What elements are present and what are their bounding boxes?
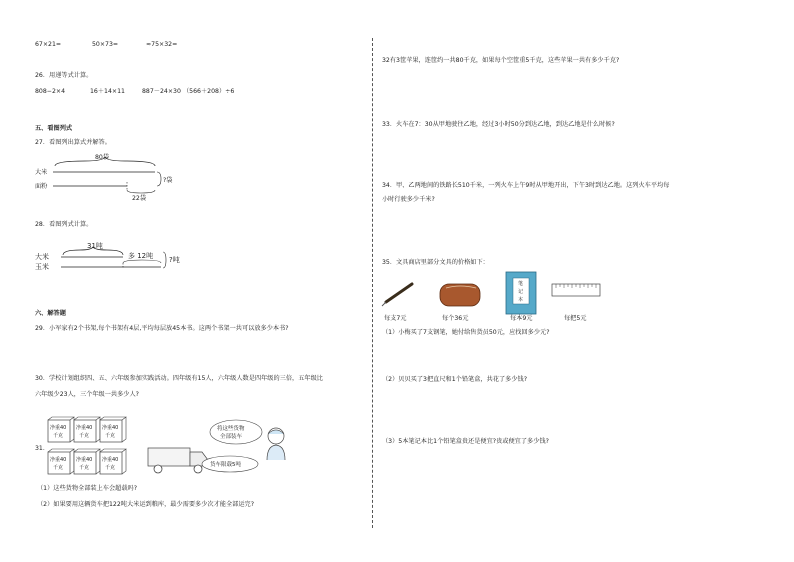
cargo-box	[74, 449, 100, 474]
q27-diff-brace	[127, 190, 155, 193]
svg-text:千克: 千克	[53, 433, 64, 439]
svg-text:净重40: 净重40	[76, 457, 93, 463]
q34-line-1: 34．甲、乙两地间的铁路长510千米，一列火车上午9时从甲地开出，下午3时到达乙地。这列火车平均每	[382, 182, 670, 189]
q27-label-bottom: 面粉	[35, 183, 48, 190]
q31-sub-1: （1）这些货物全部装上车会超载吗?	[37, 485, 138, 492]
svg-text:净重40: 净重40	[50, 457, 67, 463]
q35-stationery	[380, 272, 610, 324]
q26-expr-1: 808−2×4	[35, 88, 66, 95]
q28-question-label: ?吨	[169, 256, 180, 264]
q27-question-brace	[157, 172, 161, 186]
q34-line-2: 小时行驶多少千米?	[382, 196, 435, 203]
q27-title: 27．看图列出算式并解答。	[35, 139, 111, 146]
price-pen: 每支7元	[384, 315, 407, 322]
cargo-box	[48, 449, 74, 474]
svg-text:千克: 千克	[79, 465, 90, 471]
svg-text:千克: 千克	[105, 433, 116, 439]
q29-text: 29．小军家有2个书架,每个书架有4层,平均每层放45本书。这两个书架一共可以放多少本书?	[35, 325, 289, 332]
q28-label-bottom: 玉米	[35, 263, 49, 271]
q28-question-brace	[163, 252, 166, 268]
bubble-2-text: 货车限载5吨	[210, 462, 241, 468]
bubble-1-line-2: 全部装车	[220, 434, 243, 440]
svg-text:净重40: 净重40	[76, 425, 93, 431]
price-pencil-case: 每个36元	[442, 315, 469, 322]
q26-expr-3: 887－24×30	[142, 88, 181, 95]
section-6-heading: 六、解答题	[35, 310, 66, 317]
price-notebook: 每本9元	[510, 315, 533, 322]
cargo-box	[100, 449, 126, 474]
speech-bubble-2	[202, 456, 258, 472]
svg-text:净重40: 净重40	[102, 457, 119, 463]
calc-item-3: ≈75×32=	[146, 41, 178, 48]
q28-label-top: 大米	[35, 253, 49, 261]
q30-line-2: 六年级少23人，三个年级一共多少人?	[35, 391, 139, 398]
pencil-case-icon	[440, 284, 480, 306]
q27-question-label: ?袋	[163, 177, 173, 184]
q27-diagram	[35, 152, 195, 202]
svg-text:净重40: 净重40	[102, 425, 119, 431]
section-5-heading: 五、看图列式	[35, 125, 73, 132]
q26-expr-2: 16＋14×11	[90, 88, 125, 95]
q28-total-label: 31吨	[87, 242, 103, 250]
q35-sub-2: （2）贝贝买了3把直尺和1个铅笔盒，共花了多少钱?	[382, 376, 528, 383]
pen-icon	[382, 284, 412, 306]
svg-text:千克: 千克	[53, 465, 64, 471]
bubble-1-line-1: 将这些货物	[217, 426, 245, 432]
ruler-icon	[552, 284, 600, 296]
column-divider	[372, 38, 373, 528]
q35-title: 35．文具商店里部分文具的价格如下：	[382, 259, 489, 266]
svg-text:千克: 千克	[79, 433, 90, 439]
speech-bubble-1	[210, 420, 262, 444]
q35-sub-3: （3）5本笔记本比1个铅笔盒贵还是便宜?贵或便宜了多少钱?	[382, 438, 549, 445]
person-icon	[267, 428, 285, 460]
q31-sub-2: （2）如果要用这辆货车把122吨大米运到粮库，最少需要多少次才能全部运完?	[37, 501, 255, 508]
cargo-boxes	[48, 417, 126, 474]
notebook-label-3: 本	[518, 297, 524, 303]
cargo-box	[48, 417, 74, 442]
cargo-box	[100, 417, 126, 442]
price-ruler: 每把5元	[564, 315, 587, 322]
q26-expr-4: （566＋208）÷6	[183, 88, 235, 95]
q27-label-top: 大米	[35, 169, 48, 176]
svg-text:千克: 千克	[105, 465, 116, 471]
q35-sub-1: （1）小梅买了7支钢笔，她付给售货员50元，应找回多少元?	[382, 329, 550, 336]
q33-text: 33．火车在7：30从甲地驶往乙地，经过3小时50分到达乙地，到达乙地是什么时候?	[382, 121, 615, 128]
q32-text: 32有3筐苹果，连筐约一共80千克，如果每个空筐重5千克，这些苹果一共有多少千克?	[382, 57, 620, 64]
calc-item-2: 50×73=	[92, 41, 119, 48]
q30-line-1: 30．学校计划组织四、五、六年级参加实践活动。四年级有15人，六年级人数是四年级的三倍，五年级比	[35, 375, 323, 382]
truck-icon	[148, 448, 208, 473]
cargo-box	[74, 417, 100, 442]
notebook-label-1: 笔	[518, 281, 524, 287]
svg-text:净重40: 净重40	[50, 425, 67, 431]
notebook-label-2: 记	[518, 289, 524, 295]
q31-number: 31．	[35, 445, 50, 452]
q28-more-brace	[123, 260, 161, 263]
q27-total-label: 80袋	[95, 154, 110, 161]
q27-diff-label: 22袋	[132, 195, 147, 202]
calc-item-1: 67×21=	[35, 41, 62, 48]
q26-title: 26．用递等式计算。	[35, 72, 93, 79]
q31-illustration	[48, 418, 298, 480]
q28-title: 28．看图列式计算。	[35, 221, 93, 228]
q28-diagram	[35, 240, 195, 274]
q28-more-label: 多 12吨	[128, 252, 154, 260]
notebook-icon	[506, 272, 536, 314]
